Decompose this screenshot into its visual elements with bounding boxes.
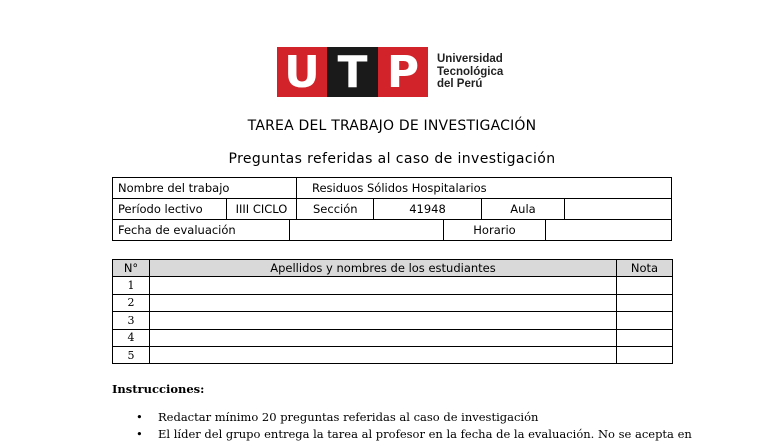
- document-subtitle: Preguntas referidas al caso de investigación: [228, 151, 556, 167]
- student-name-cell[interactable]: [150, 312, 617, 329]
- table-row: [113, 294, 673, 311]
- info-table: [112, 177, 672, 241]
- row-number: 5: [113, 346, 150, 363]
- student-name-cell[interactable]: [150, 294, 617, 311]
- fecha-value[interactable]: [290, 220, 444, 240]
- aula-label: Aula: [482, 199, 565, 220]
- grade-cell[interactable]: [617, 312, 673, 329]
- header-names: Apellidos y nombres de los estudiantes: [150, 260, 617, 277]
- logo-line-3: del Perú: [437, 78, 483, 91]
- row-number: 4: [113, 329, 150, 346]
- periodo-label: Período lectivo: [113, 199, 227, 220]
- logo-university-name: [437, 53, 503, 91]
- list-item: [112, 409, 672, 426]
- horario-label: Horario: [444, 220, 546, 240]
- list-item: [112, 426, 692, 441]
- periodo-value: IIII CICLO: [227, 199, 297, 220]
- grade-cell[interactable]: [617, 346, 673, 363]
- instructions-list: [112, 409, 692, 441]
- student-name-cell[interactable]: [150, 277, 617, 294]
- student-name-cell[interactable]: [150, 346, 617, 363]
- table-row: [113, 277, 673, 294]
- nombre-label: Nombre del trabajo: [113, 178, 297, 199]
- row-number: 1: [113, 277, 150, 294]
- seccion-label: Sección: [297, 199, 374, 220]
- aula-value[interactable]: [565, 199, 671, 220]
- logo-letter-u: U: [277, 47, 327, 97]
- header-number: N°: [113, 260, 150, 277]
- bullet-icon: •: [136, 410, 143, 424]
- utp-logo-mark: [277, 47, 428, 97]
- utp-logo: [277, 47, 503, 97]
- table-row: [113, 346, 673, 363]
- seccion-value: 41948: [374, 199, 482, 220]
- bullet-icon: •: [136, 427, 143, 441]
- nombre-value: Residuos Sólidos Hospitalarios: [297, 178, 671, 199]
- fecha-label: Fecha de evaluación: [113, 220, 290, 240]
- students-header-row: [113, 260, 673, 277]
- header-grade: Nota: [617, 260, 673, 277]
- student-name-cell[interactable]: [150, 329, 617, 346]
- instruction-text: El líder del grupo entrega la tarea al profesor en la fecha de la evaluación. No se acepta en: [158, 427, 692, 441]
- row-number: 2: [113, 294, 150, 311]
- instructions-heading: Instrucciones:: [112, 382, 205, 396]
- logo-line-1: Universidad: [437, 53, 503, 66]
- students-table: [112, 259, 673, 364]
- grade-cell[interactable]: [617, 294, 673, 311]
- row-number: 3: [113, 312, 150, 329]
- logo-letter-p: P: [378, 47, 428, 97]
- horario-value[interactable]: [546, 220, 671, 240]
- instruction-text: Redactar mínimo 20 preguntas referidas al caso de investigación: [158, 410, 539, 424]
- table-row: [113, 329, 673, 346]
- logo-letter-t: T: [327, 47, 378, 97]
- table-row: [113, 312, 673, 329]
- grade-cell[interactable]: [617, 277, 673, 294]
- logo-line-2: Tecnológica: [437, 65, 504, 78]
- grade-cell[interactable]: [617, 329, 673, 346]
- document-title: TAREA DEL TRABAJO DE INVESTIGACIÓN: [247, 118, 537, 134]
